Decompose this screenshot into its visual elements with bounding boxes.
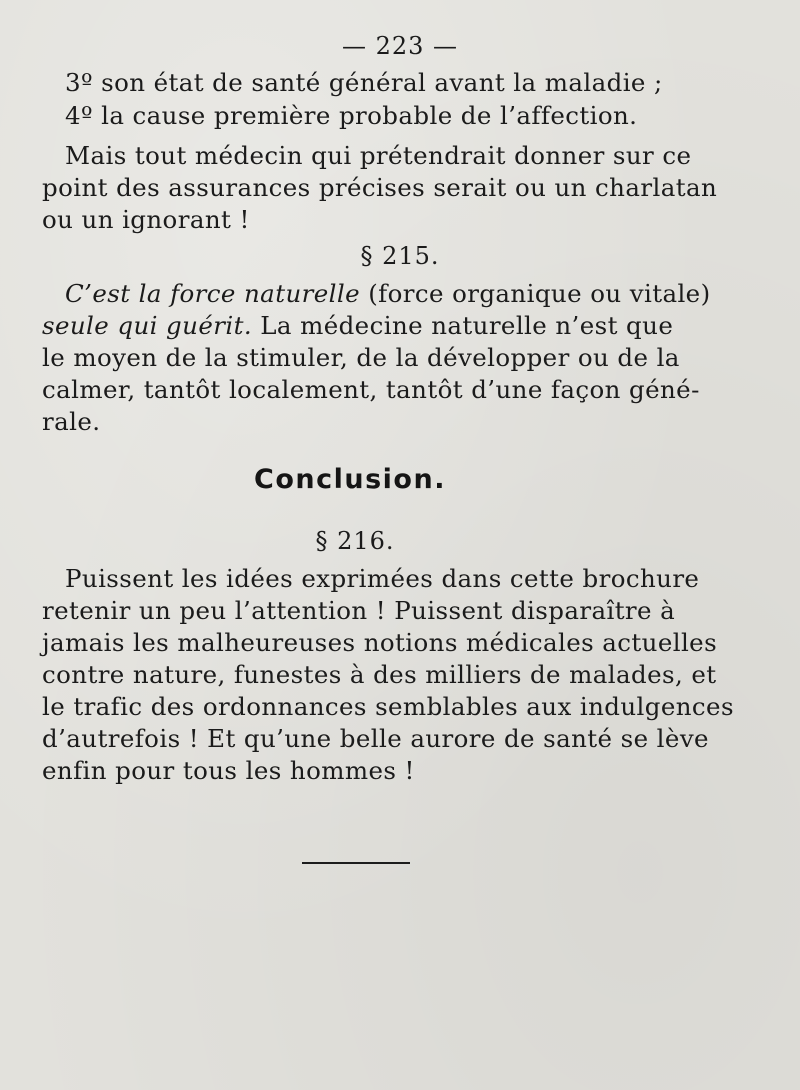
italic-phrase: C’est la force naturelle	[65, 279, 360, 308]
text-run: La médecine naturelle n’est que	[252, 311, 674, 340]
paragraph-line	[65, 278, 711, 310]
text-run: (force organique ou vitale)	[360, 279, 711, 308]
paragraph-line	[42, 310, 674, 342]
paragraph-line: d’autrefois ! Et qu’une belle aurore de santé se lève	[42, 724, 709, 753]
italic-phrase: seule qui guérit.	[42, 311, 253, 340]
list-item: 4º la cause première probable de l’affection.	[65, 101, 638, 130]
section-marker-215: § 215.	[360, 242, 440, 270]
paragraph-line: Mais tout médecin qui prétendrait donner sur ce	[65, 141, 692, 170]
paragraph-line: calmer, tantôt localement, tantôt d’une façon géné-	[42, 375, 700, 404]
paragraph-line: enfin pour tous les hommes !	[42, 756, 415, 785]
section-heading: Conclusion.	[254, 464, 446, 495]
paragraph-line: point des assurances précises serait ou un charlatan	[42, 173, 718, 202]
page-number: — 223 —	[341, 32, 459, 60]
end-rule	[302, 862, 410, 864]
section-marker-216: § 216.	[315, 527, 395, 555]
paragraph-line: Puissent les idées exprimées dans cette brochure	[65, 564, 700, 593]
list-item: 3º son état de santé général avant la maladie ;	[65, 68, 663, 97]
paragraph-line: le trafic des ordonnances semblables aux indulgences	[42, 692, 734, 721]
paragraph-line: rale.	[42, 407, 101, 436]
paragraph-line: le moyen de la stimuler, de la développer ou de la	[42, 343, 680, 372]
paragraph-line: ou un ignorant !	[42, 205, 250, 234]
paragraph-line: contre nature, funestes à des milliers de malades, et	[42, 660, 717, 689]
paragraph-line: retenir un peu l’attention ! Puissent disparaître à	[42, 596, 676, 625]
paragraph-line: jamais les malheureuses notions médicales actuelles	[42, 628, 718, 657]
